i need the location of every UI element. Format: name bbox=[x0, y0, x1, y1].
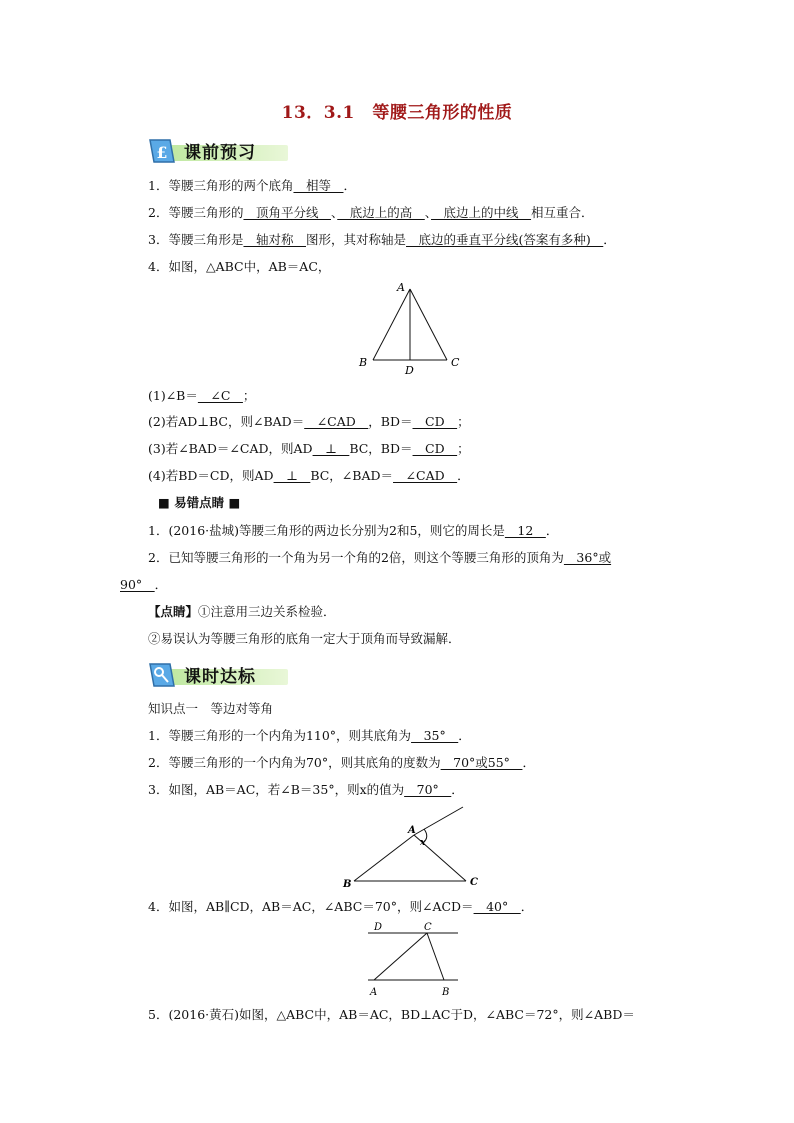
label-c: C bbox=[451, 356, 460, 369]
label-b: B bbox=[343, 879, 352, 890]
pre-q2: 2．等腰三角形的 顶角平分线 、 底边上的高 、 底边上的中线 相互重合． bbox=[148, 205, 594, 220]
section-title: 课时达标 bbox=[184, 667, 256, 687]
label-d: D bbox=[405, 364, 414, 376]
page-title: 13．3.1 等腰三角形的性质 bbox=[281, 103, 513, 123]
pre-s1: (1)∠B＝ ∠C ； bbox=[148, 388, 256, 403]
main-m5: 5．(2016·黄石)如图，△ABC中，AB＝AC，BD⊥AC于D，∠ABC＝72°，则∠ABD＝ bbox=[148, 1007, 635, 1022]
main-m1: 1．等腰三角形的一个内角为110°，则其底角为 35° ． bbox=[148, 728, 471, 743]
label-c: C bbox=[470, 877, 478, 888]
err-e2-cont: 90° ． bbox=[120, 577, 168, 592]
key-badge-icon bbox=[146, 660, 178, 690]
figure-triangle-abc bbox=[355, 280, 465, 376]
figure-triangle-exterior bbox=[338, 805, 488, 891]
main-m4: 4．如图，AB∥CD，AB＝AC，∠ABC＝70°，则∠ACD＝ 40° ． bbox=[148, 899, 534, 914]
pre-q3: 3．等腰三角形是 轴对称 图形，其对称轴是 底边的垂直平分线(答案有多种) ． bbox=[148, 232, 616, 247]
err-e2: 2．已知等腰三角形的一个角为另一个角的2倍，则这个等腰三角形的顶角为 36°或 bbox=[148, 550, 612, 565]
pre-s4: (4)若BD＝CD，则AD ⊥ BC，∠BAD＝ ∠CAD ． bbox=[148, 468, 470, 483]
kp1-heading: 知识点一 等边对等角 bbox=[148, 701, 274, 716]
figure-parallel-lines bbox=[362, 918, 462, 1000]
err-tip1: 【点睛】①注意用三边关系检验． bbox=[148, 604, 336, 619]
label-b: B bbox=[359, 356, 368, 369]
pre-q4: 4．如图，△ABC中，AB＝AC， bbox=[148, 259, 331, 274]
pound-badge-icon bbox=[146, 136, 178, 166]
label-b: B bbox=[442, 987, 450, 998]
label-c: C bbox=[424, 922, 432, 933]
section-title: 课前预习 bbox=[184, 143, 256, 163]
label-x: x bbox=[420, 838, 426, 848]
label-a: A bbox=[408, 825, 416, 836]
label-a: A bbox=[370, 987, 378, 998]
err-tip2: ②易误认为等腰三角形的底角一定大于顶角而导致漏解． bbox=[148, 631, 461, 646]
err-e1: 1．(2016·盐城)等腰三角形的两边长分别为2和5，则它的周长是 12 ． bbox=[148, 523, 559, 538]
pre-q1: 1．等腰三角形的两个底角 相等 ． bbox=[148, 178, 356, 193]
pre-s3: (3)若∠BAD＝∠CAD，则AD ⊥ BC，BD＝ CD ； bbox=[148, 441, 470, 456]
main-m2: 2．等腰三角形的一个内角为70°，则其底角的度数为 70°或55° ． bbox=[148, 755, 535, 770]
label-d: D bbox=[374, 922, 383, 933]
label-a: A bbox=[397, 281, 405, 294]
svg-text:£: £ bbox=[156, 143, 168, 162]
pre-s2: (2)若AD⊥BC，则∠BAD＝ ∠CAD ，BD＝ CD ； bbox=[148, 414, 470, 429]
section-banner-practice bbox=[146, 660, 291, 690]
main-m3: 3．如图，AB＝AC，若∠B＝35°，则x的值为 70° ． bbox=[148, 782, 464, 797]
err-heading: ■ 易错点睛 ■ bbox=[158, 495, 241, 510]
section-banner-preview bbox=[146, 136, 291, 166]
